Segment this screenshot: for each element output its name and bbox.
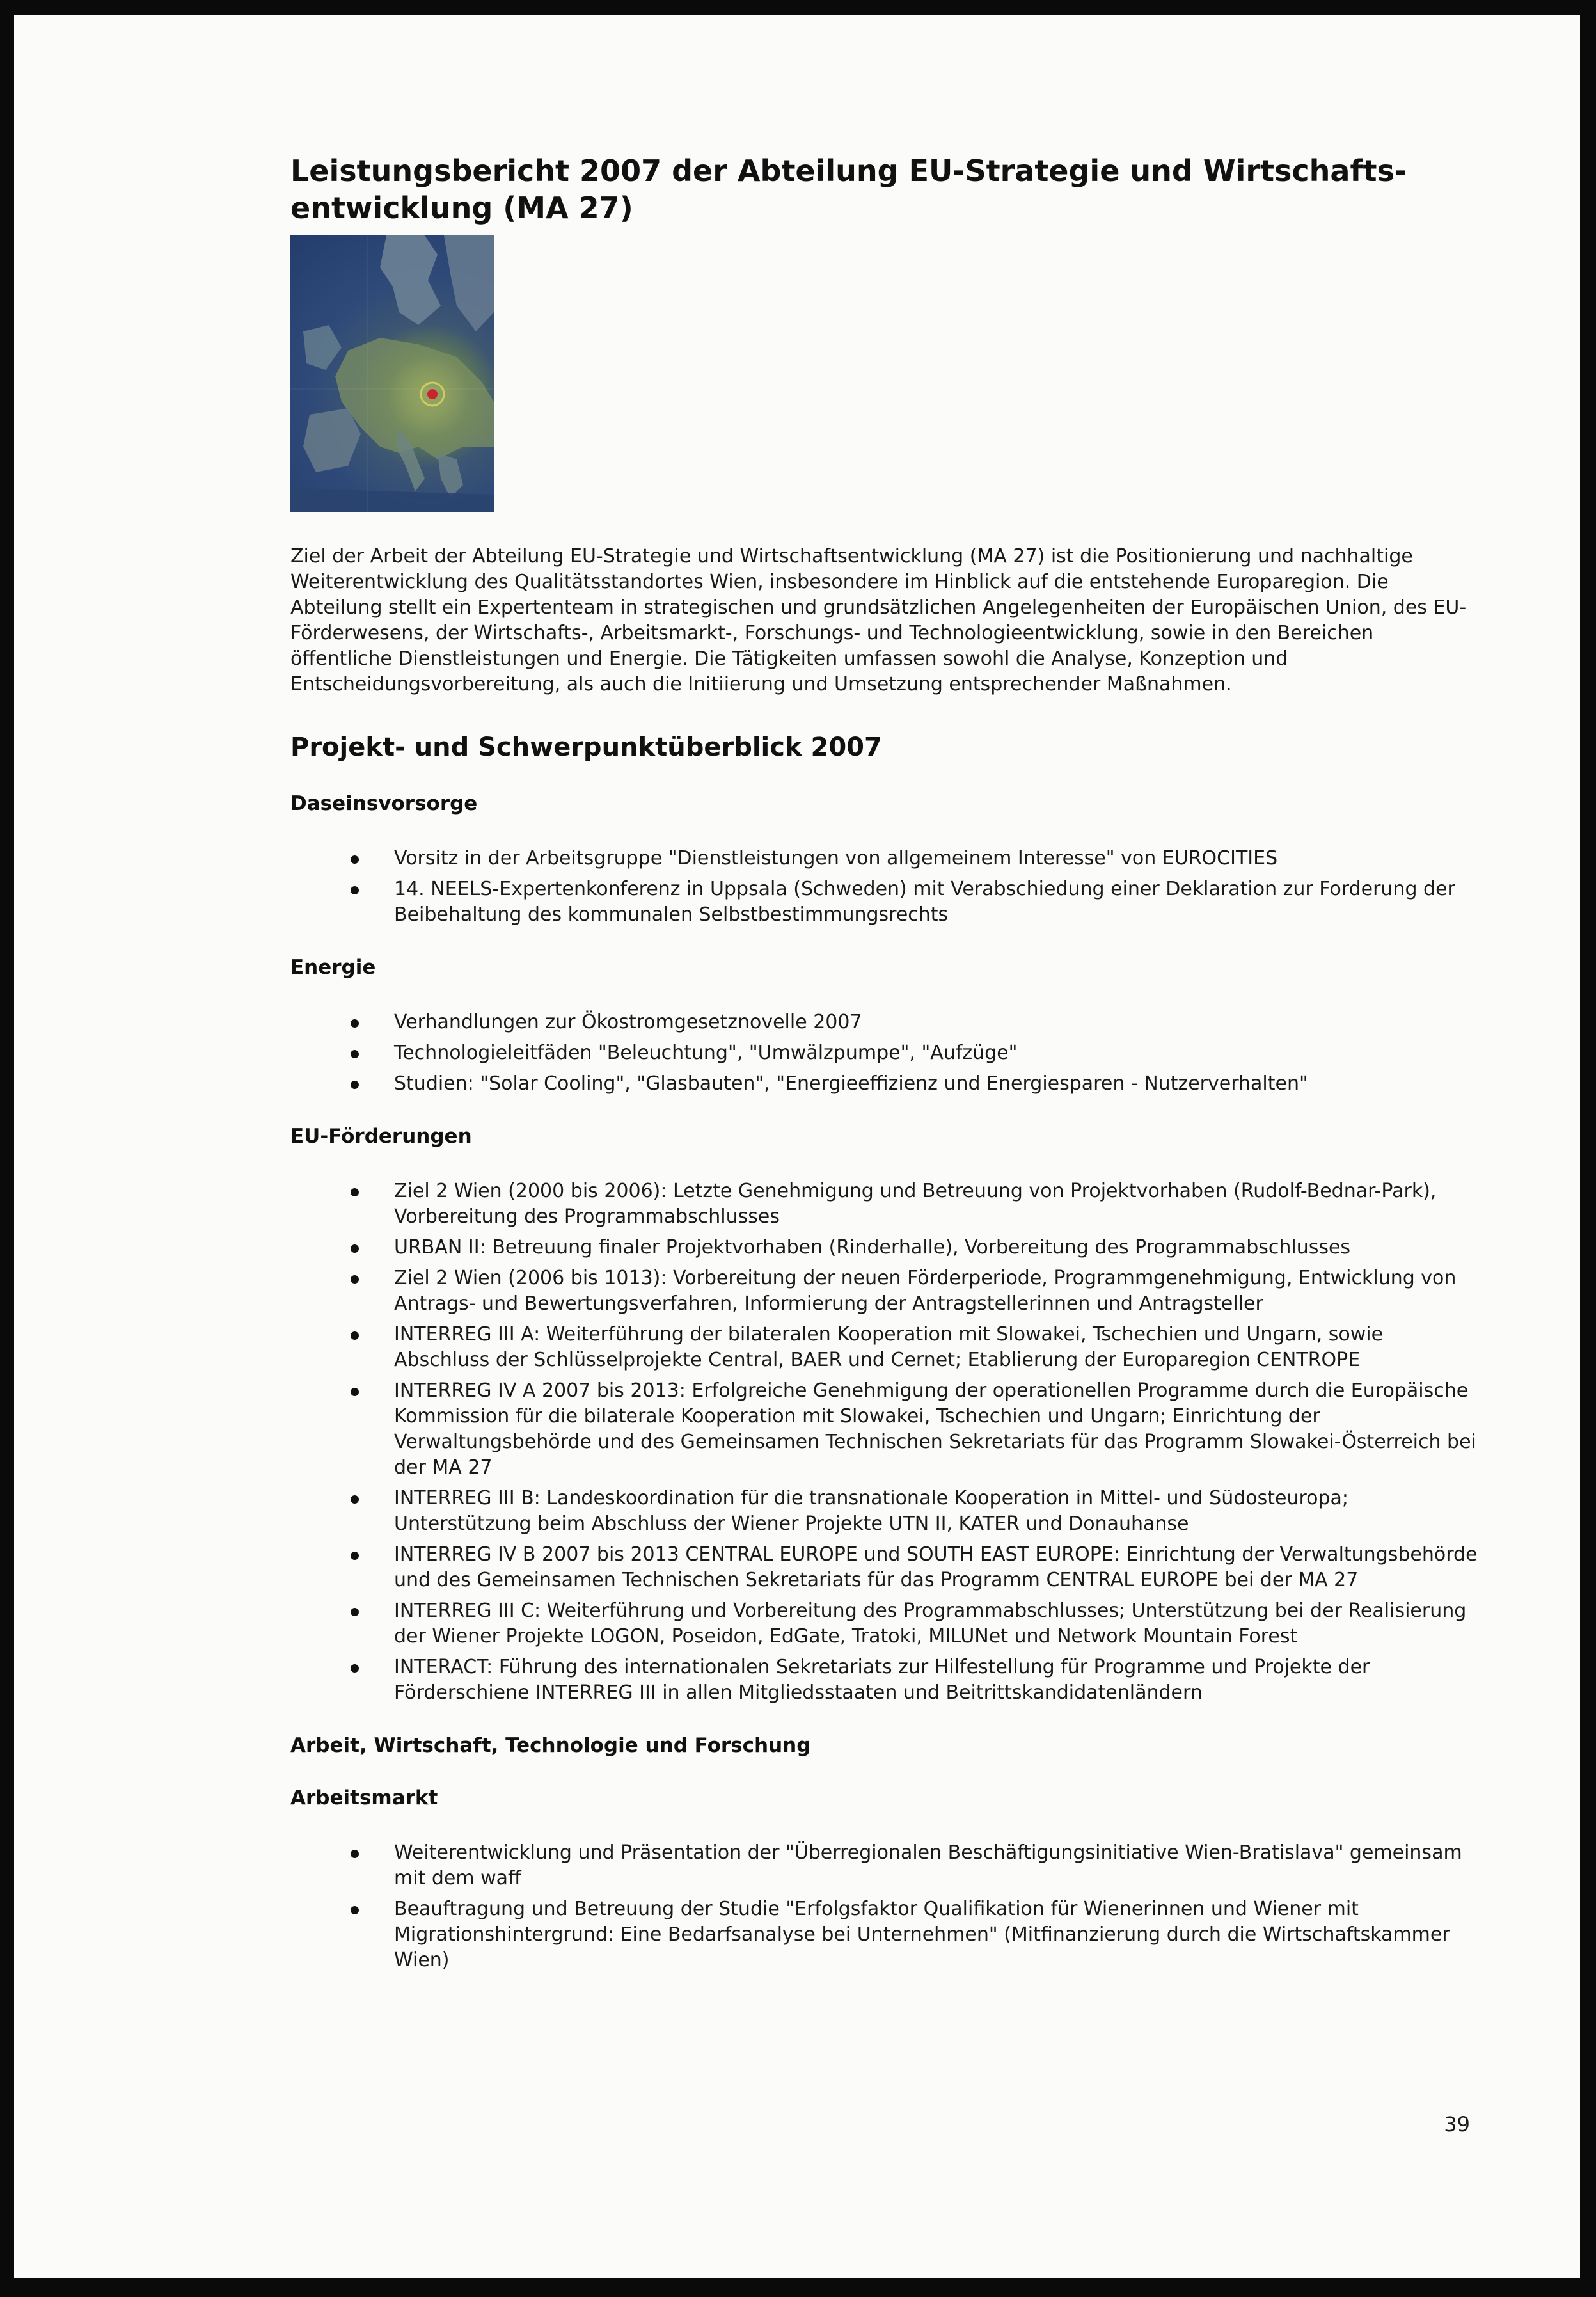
section-heading-arbeitsmarkt: Arbeitsmarkt xyxy=(290,1786,438,1809)
page-number: 39 xyxy=(1444,2112,1470,2136)
intro-paragraph: Ziel der Arbeit der Abteilung EU-Strategie und Wirtschaftsentwicklung (MA 27) ist die Positionierung und nachhaltige Weiterentwicklung des Qualitätsstandortes Wien, insbesondere im Hinblick auf die entstehende Europaregion. Die Abteilung stellt ein Expertenteam in strategischen und grundsätzlichen Angelegenheiten der Europäischen Union, des EU-Förderwesens, der Wirtschafts-, Arbeitsmarkt-, Forschungs- und Technologieentwicklung, sowie in den Bereichen öffentliche Dienstleistungen und Energie. Die Tätigkeiten umfassen sowohl die Analyse, Konzeption und Entscheidungsvorbereitung, als auch die Initiierung und Umsetzung entsprechender Maßnahmen. xyxy=(290,545,1467,695)
list-item: Beauftragung und Betreuung der Studie "Erfolgsfaktor Qualifikation für Wienerinnen und Wiener mit Migrationshintergrund: Eine Bedarfsanalyse bei Unternehmen" (Mitfinanzierung durch die Wirtschaftskammer Wien) xyxy=(290,1896,1481,1973)
list-item: INTERREG IV B 2007 bis 2013 CENTRAL EUROPE und SOUTH EAST EUROPE: Einrichtung der Verwaltungsbehörde und des Gemeinsamen Technischen Sekretariats für das Programm CENTRAL EUROPE bei der MA 27 xyxy=(290,1542,1481,1593)
list-arbeitsmarkt xyxy=(290,1840,1493,1973)
list-item: INTERREG IV A 2007 bis 2013: Erfolgreiche Genehmigung der operationellen Programme durch die Europäische Kommission für die bilaterale Kooperation mit Slowakei, Tschechien und Ungarn; Einrichtung der Verwaltungsbehörde und des Gemeinsamen Technischen Sekretariats für das Programm Slowakei-Österreich bei der MA 27 xyxy=(290,1378,1481,1481)
list-item: Verhandlungen zur Ökostromgesetznovelle 2007 xyxy=(290,1010,1481,1035)
list-item: Ziel 2 Wien (2000 bis 2006): Letzte Genehmigung und Betreuung von Projektvorhaben (Rudolf-Bednar-Park), Vorbereitung des Programmabschlusses xyxy=(290,1179,1481,1230)
list-eu-foerderungen xyxy=(290,1179,1493,1706)
section-heading-eu-foerderungen: EU-Förderungen xyxy=(290,1125,472,1148)
list-item: Weiterentwicklung und Präsentation der "Überregionalen Beschäftigungsinitiative Wien-Bratislava" gemeinsam mit dem waff xyxy=(290,1840,1481,1891)
page-title: Leistungsbericht 2007 der Abteilung EU-Strategie und Wirtschafts- entwicklung (MA 27) xyxy=(290,154,1407,225)
overview-heading: Projekt- und Schwerpunktüberblick 2007 xyxy=(290,733,882,762)
section-heading-daseinsvorsorge: Daseinsvorsorge xyxy=(290,792,478,815)
europe-map-image xyxy=(290,235,494,512)
list-item: INTERREG III C: Weiterführung und Vorbereitung des Programmabschlusses; Unterstützung bei der Realisierung der Wiener Projekte LOGON, Poseidon, EdGate, Tratoki, MILUNet und Network Mountain Forest xyxy=(290,1598,1481,1649)
list-item: INTERREG III A: Weiterführung der bilateralen Kooperation mit Slowakei, Tschechien und Ungarn, sowie Abschluss der Schlüsselprojekte Central, BAER und Cernet; Etablierung der Europaregion CENTROPE xyxy=(290,1322,1481,1373)
page-content xyxy=(290,152,1493,1978)
list-energie xyxy=(290,1010,1493,1097)
list-item: Ziel 2 Wien (2006 bis 1013): Vorbereitung der neuen Förderperiode, Programmgenehmigung, Entwicklung von Antrags- und Bewertungsverfahren, Informierung der Antragstellerinnen und Antragsteller xyxy=(290,1266,1481,1317)
list-item: Studien: "Solar Cooling", "Glasbauten", "Energieeffizienz und Energiesparen - Nutzerverhalten" xyxy=(290,1071,1481,1097)
document-page xyxy=(14,15,1580,2278)
section-heading-arbeit-wirtschaft: Arbeit, Wirtschaft, Technologie und Forschung xyxy=(290,1734,811,1757)
list-item: INTERREG III B: Landeskoordination für die transnationale Kooperation in Mittel- und Südosteuropa; Unterstützung beim Abschluss der Wiener Projekte UTN II, KATER und Donauhanse xyxy=(290,1486,1481,1537)
list-item: INTERACT: Führung des internationalen Sekretariats zur Hilfestellung für Programme und Projekte der Förderschiene INTERREG III in allen Mitgliedsstaaten und Beitrittskandidatenländern xyxy=(290,1655,1481,1706)
list-item: 14. NEELS-Expertenkonferenz in Uppsala (Schweden) mit Verabschiedung einer Deklaration zur Forderung der Beibehaltung des kommunalen Selbstbestimmungsrechts xyxy=(290,877,1481,928)
europe-map-graphic xyxy=(290,235,494,512)
list-daseinsvorsorge xyxy=(290,846,1493,928)
list-item: URBAN II: Betreuung finaler Projektvorhaben (Rinderhalle), Vorbereitung des Programmabschlusses xyxy=(290,1235,1481,1260)
list-item: Technologieleitfäden "Beleuchtung", "Umwälzpumpe", "Aufzüge" xyxy=(290,1040,1481,1066)
section-heading-energie: Energie xyxy=(290,956,376,979)
list-item: Vorsitz in der Arbeitsgruppe "Dienstleistungen von allgemeinem Interesse" von EUROCITIES xyxy=(290,846,1481,871)
